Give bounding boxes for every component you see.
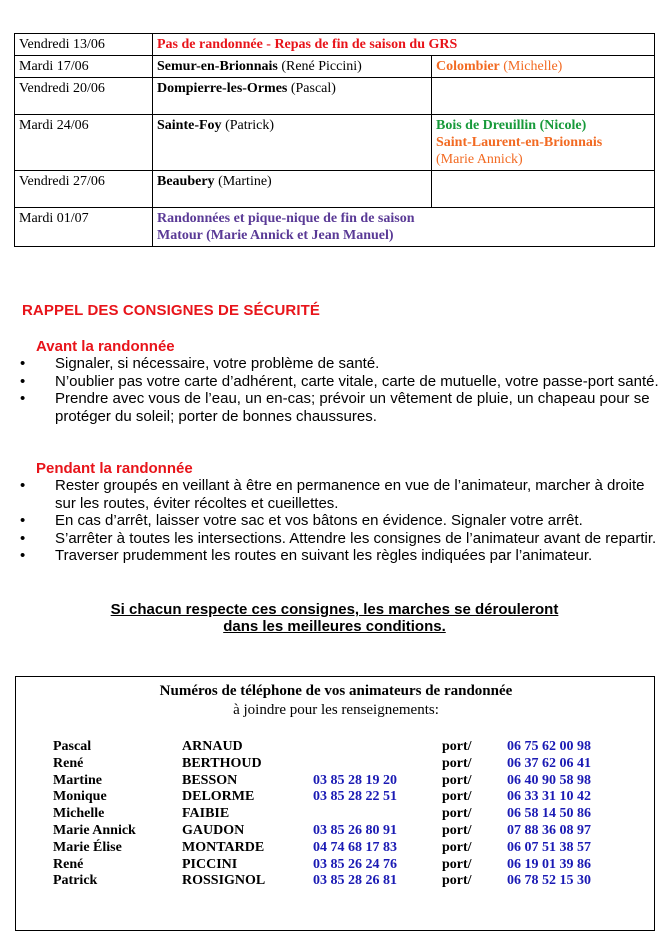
mobile-number: 06 07 51 38 57 (507, 839, 591, 855)
first-name: Monique (53, 789, 107, 805)
phone-row (16, 805, 656, 822)
first-name: René (53, 755, 84, 771)
extra-cell (432, 56, 655, 78)
leader-name: (Marie Annick) (436, 152, 523, 167)
port-label: port/ (442, 856, 472, 872)
first-name: René (53, 856, 84, 872)
table-row (15, 78, 655, 115)
first-name: Patrick (53, 873, 98, 889)
event-text: Randonnées et pique-nique de fin de saison (157, 211, 415, 226)
last-name: PICCINI (182, 856, 238, 872)
landline-number: 03 85 26 24 76 (313, 856, 397, 872)
during-hike-list (20, 477, 660, 565)
bullet: • (20, 512, 26, 530)
mobile-number: 07 88 36 08 97 (507, 823, 591, 838)
list-item: • Rester groupés en veillant à être en permanence en vue de l’animateur, marcher à droite sur les routes, éviter récoltes et cueillettes. (20, 477, 645, 512)
table-row (15, 34, 655, 56)
mobile-number: 06 75 62 00 98 (507, 739, 591, 754)
port-label: port/ (442, 839, 472, 855)
before-hike-title: Avant la randonnée (36, 338, 175, 355)
last-name: ARNAUD (182, 739, 243, 754)
before-hike-list (20, 355, 660, 425)
phone-row (16, 856, 656, 873)
first-name: Michelle (53, 806, 105, 822)
list-item: • S’arrêter à toutes les intersections. Attendre les consignes de l’animateur avant de repartir. (20, 529, 657, 547)
leader-name: (René Piccini) (277, 59, 362, 74)
safety-title: RAPPEL DES CONSIGNES DE SÉCURITÉ (22, 302, 320, 319)
leader-name: (Michelle) (499, 59, 563, 74)
mobile-number: 06 19 01 39 86 (507, 856, 591, 872)
port-label: port/ (442, 873, 472, 889)
phone-row (16, 872, 656, 889)
last-name: GAUDON (182, 823, 245, 838)
table-row (15, 56, 655, 78)
last-name: FAIBIE (182, 806, 230, 822)
extra-cell (432, 115, 655, 171)
phone-box-subtitle: à joindre pour les renseignements: (233, 702, 439, 718)
phone-row (16, 839, 656, 856)
leader-name: (Martine) (214, 174, 272, 189)
mobile-number: 06 78 52 15 30 (507, 873, 591, 889)
event-cell (153, 208, 655, 247)
list-item: • Prendre avec vous de l’eau, un en-cas; prévoir un vêtement de pluie, un chapeau pour se protéger du soleil; porter de bonnes chaussures. (20, 390, 650, 425)
leader-name: (Patrick) (221, 118, 275, 133)
closing-line-1: Si chacun respecte ces consignes, les marches se dérouleront (110, 601, 559, 618)
phone-box (15, 676, 655, 931)
event-cell (153, 171, 432, 208)
phone-row (16, 755, 656, 772)
place-name: Beaubery (157, 174, 215, 189)
bullet: • (20, 372, 26, 390)
mobile-number: 06 37 62 06 41 (507, 755, 591, 771)
first-name: Pascal (53, 739, 92, 754)
closing-line-2: dans les meilleures conditions. (223, 618, 446, 635)
table-row (15, 208, 655, 247)
date-cell: Vendredi 27/06 (15, 171, 153, 208)
port-label: port/ (442, 789, 472, 805)
phone-row (16, 772, 656, 789)
event-text: Pas de randonnée - Repas de fin de saison du GRS (157, 37, 458, 52)
place-name: Colombier (436, 59, 500, 74)
last-name: BESSON (182, 772, 238, 788)
event-cell (153, 78, 432, 115)
bullet: • (20, 477, 26, 494)
phone-row (16, 788, 656, 805)
bullet: • (20, 355, 26, 372)
event-text: Matour (Marie Annick et Jean Manuel) (157, 228, 394, 243)
last-name: ROSSIGNOL (182, 873, 266, 889)
extra-cell (432, 171, 655, 208)
mobile-number: 06 58 14 50 86 (507, 806, 591, 822)
landline-number: 03 85 28 26 81 (313, 873, 397, 889)
event-cell (153, 56, 432, 78)
event-cell (153, 34, 655, 56)
place-name: Saint-Laurent-en-Brionnais (436, 135, 603, 150)
port-label: port/ (442, 739, 472, 754)
place-name: Semur-en-Brionnais (157, 59, 278, 74)
port-label: port/ (442, 806, 472, 822)
schedule-table (14, 33, 655, 247)
last-name: BERTHOUD (182, 755, 262, 771)
date-cell: Vendredi 20/06 (15, 78, 153, 115)
list-item: • N’oublier pas votre carte d’adhérent, carte vitale, carte de mutuelle, votre passe-port santé. (20, 372, 659, 390)
date-cell: Mardi 17/06 (15, 56, 153, 78)
mobile-number: 06 40 90 58 98 (507, 772, 591, 788)
landline-number: 03 85 28 19 20 (313, 772, 397, 788)
port-label: port/ (442, 755, 472, 771)
bullet: • (20, 390, 26, 408)
table-row (15, 115, 655, 171)
landline-number: 04 74 68 17 83 (313, 839, 397, 855)
place-name: Sainte-Foy (157, 118, 222, 133)
list-item: • Signaler, si nécessaire, votre problème de santé. (20, 355, 380, 372)
date-cell: Mardi 24/06 (15, 115, 153, 171)
bullet: • (20, 547, 26, 565)
phone-box-title: Numéros de téléphone de vos animateurs de randonnée (159, 683, 513, 699)
last-name: DELORME (182, 789, 255, 805)
last-name: MONTARDE (182, 839, 265, 855)
first-name: Marie Annick (53, 823, 136, 838)
leader-name: (Pascal) (287, 81, 336, 96)
during-hike-title: Pendant la randonnée (36, 460, 193, 477)
phone-row (16, 822, 656, 839)
date-cell: Mardi 01/07 (15, 208, 153, 247)
port-label: port/ (442, 772, 472, 788)
first-name: Marie Élise (53, 839, 122, 855)
event-cell (153, 115, 432, 171)
first-name: Martine (53, 772, 102, 788)
phone-row (16, 738, 656, 755)
list-item: • Traverser prudemment les routes en suivant les règles indiquées par l’animateur. (20, 547, 593, 565)
list-item: • En cas d’arrêt, laisser votre sac et vos bâtons en évidence. Signaler votre arrêt. (20, 512, 583, 530)
landline-number: 03 85 26 80 91 (313, 823, 397, 838)
place-name: Dompierre-les-Ormes (157, 81, 288, 96)
port-label: port/ (442, 823, 472, 838)
mobile-number: 06 33 31 10 42 (507, 789, 591, 805)
table-row (15, 171, 655, 208)
bullet: • (20, 529, 26, 547)
place-name: Bois de Dreuillin (436, 118, 537, 133)
leader-name: (Nicole) (536, 118, 587, 133)
landline-number: 03 85 28 22 51 (313, 789, 397, 805)
date-cell: Vendredi 13/06 (15, 34, 153, 56)
extra-cell (432, 78, 655, 115)
